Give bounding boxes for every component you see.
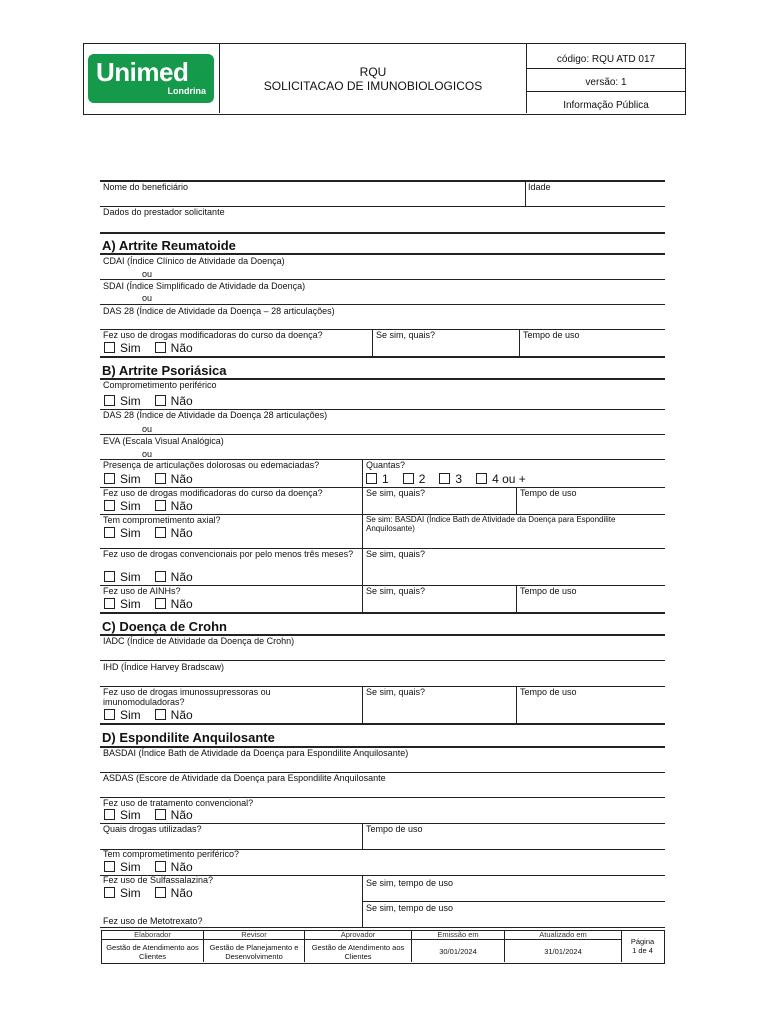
conventional-which-label: Se sim, quais? — [366, 549, 426, 559]
no-checkbox[interactable]: Não — [155, 860, 193, 874]
section-d-title: D) Espondilite Anquilosante — [102, 730, 275, 745]
or-label: ou — [142, 424, 153, 434]
divider — [100, 927, 665, 928]
footer-page-number: Página 1 de 4 — [630, 937, 655, 955]
nsaids-question: Fez uso de AINHs? — [103, 586, 181, 596]
peripheral-question: Tem comprometimento periférico? — [103, 849, 240, 859]
sulfa-time-label: Se sim, tempo de uso — [366, 878, 454, 888]
conventional-yes-no — [104, 809, 207, 821]
divider — [362, 901, 665, 902]
das28-label: DAS 28 (Índice de Atividade da Doença 28 articulações) — [103, 410, 328, 420]
divider — [372, 330, 373, 356]
logo-wordmark: Unimed — [96, 57, 189, 87]
or-label: ou — [142, 269, 153, 279]
divider — [362, 687, 363, 723]
eva-label: EVA (Escala Visual Analógica) — [103, 436, 224, 446]
peripheral-label: Comprometimento periférico — [103, 380, 217, 390]
beneficiary-label: Nome do beneficiário — [103, 182, 189, 192]
yes-checkbox[interactable]: Sim — [104, 597, 141, 611]
basdai-label: BASDAI (Índice Bath de Atividade da Doença para Espondilite Anquilosante) — [103, 748, 409, 758]
document-code: código: RQU ATD 017 — [527, 44, 685, 69]
divider — [100, 304, 665, 305]
footer-col-reviewer: Revisor Gestão de Planejamento e Desenvolvimento — [204, 931, 305, 962]
count-2-checkbox[interactable]: 2 — [403, 472, 426, 486]
footer-col-issued: Emissão em 30/01/2024 — [412, 931, 505, 962]
count-3-checkbox[interactable]: 3 — [439, 472, 462, 486]
footer-col-approver: Aprovador Gestão de Atendimento aos Clientes — [305, 931, 412, 962]
cdai-label: CDAI (Índice Clínico de Atividade da Doença) — [103, 256, 285, 266]
divider — [100, 356, 665, 358]
dmards-question: Fez uso de drogas modificadoras do curso da doença? — [103, 488, 323, 498]
divider — [100, 660, 665, 661]
no-checkbox[interactable]: Não — [155, 394, 193, 408]
ihd-label: IHD (Índice Harvey Bradscaw) — [103, 662, 225, 672]
section-a-title: A) Artrite Reumatoide — [102, 238, 236, 253]
no-checkbox[interactable]: Não — [155, 597, 193, 611]
divider — [516, 488, 517, 514]
divider — [362, 876, 363, 928]
peripheral-yes-no — [104, 861, 207, 873]
document-classification: Informação Pública — [563, 100, 649, 111]
no-checkbox[interactable]: Não — [155, 341, 193, 355]
count-1-checkbox[interactable]: 1 — [366, 472, 389, 486]
divider — [525, 181, 526, 206]
sulfa-question: Fez uso de Sulfassalazina? — [103, 875, 214, 885]
no-checkbox[interactable]: Não — [155, 526, 193, 540]
yes-checkbox[interactable]: Sim — [104, 526, 141, 540]
yes-checkbox[interactable]: Sim — [104, 860, 141, 874]
divider — [100, 723, 665, 725]
yes-checkbox[interactable]: Sim — [104, 808, 141, 822]
dmards-yes-no — [104, 500, 207, 512]
document-code-title: RQU — [359, 65, 387, 79]
dmards-which-label: Se sim, quais? — [376, 330, 436, 340]
divider — [100, 232, 665, 234]
yes-checkbox[interactable]: Sim — [104, 499, 141, 513]
dmards-duration-label: Tempo de uso — [523, 330, 580, 340]
divider — [100, 612, 665, 614]
divider — [362, 460, 363, 612]
count-4-plus-checkbox[interactable]: 4 ou + — [476, 472, 526, 486]
immuno-question: Fez uso de drogas imunossupressoras ou imunomoduladoras? — [103, 687, 271, 707]
no-checkbox[interactable]: Não — [155, 499, 193, 513]
yes-checkbox[interactable]: Sim — [104, 341, 141, 355]
divider — [516, 687, 517, 723]
logo-subtitle: Londrina — [167, 86, 206, 96]
or-label: ou — [142, 449, 153, 459]
no-checkbox[interactable]: Não — [155, 808, 193, 822]
yes-checkbox[interactable]: Sim — [104, 570, 141, 584]
section-c-title: C) Doença de Crohn — [102, 619, 227, 634]
asdas-label: ASDAS (Escore de Atividade da Doença para Espondilite Anquilosante — [103, 773, 386, 783]
no-checkbox[interactable]: Não — [155, 472, 193, 486]
how-many-label: Quantas? — [366, 460, 406, 470]
yes-checkbox[interactable]: Sim — [104, 708, 141, 722]
divider — [100, 434, 665, 435]
footer-col-author: Elaborador Gestão de Atendimento aos Clientes — [102, 931, 204, 962]
yes-checkbox[interactable]: Sim — [104, 886, 141, 900]
logo-cell — [84, 44, 220, 113]
unimed-logo — [88, 54, 214, 103]
immuno-duration-label: Tempo de uso — [520, 687, 577, 697]
immuno-which-label: Se sim, quais? — [366, 687, 426, 697]
divider — [100, 253, 665, 255]
footer-col-updated: Atualizado em 31/01/2024 — [505, 931, 622, 962]
conventional-drugs-question: Fez uso de drogas convencionais por pelo menos três meses? — [103, 549, 354, 559]
sulfa-yes-no — [104, 887, 207, 899]
conventional-treatment-question: Fez uso de tratamento convencional? — [103, 798, 254, 808]
iadc-label: IADC (Índice de Atividade da Doença de Crohn) — [103, 636, 295, 646]
nsaids-yes-no — [104, 598, 207, 610]
mtx-question: Fez uso de Metotrexato? — [103, 916, 203, 926]
dmards-which-label: Se sim, quais? — [366, 488, 426, 498]
divider — [362, 824, 363, 849]
mtx-time-label: Se sim, tempo de uso — [366, 903, 454, 913]
nsaids-duration-label: Tempo de uso — [520, 586, 577, 596]
painful-yes-no — [104, 473, 207, 485]
divider — [100, 279, 665, 280]
basdai-if-yes-label: Se sim: BASDAI (Índice Bath de Atividade da Doença para Espondilite Anquilosante) — [366, 515, 616, 533]
immuno-yes-no — [104, 709, 207, 721]
document-header — [83, 43, 686, 115]
das28-label: DAS 28 (Índice de Atividade da Doença – 28 articulações) — [103, 306, 335, 316]
provider-label: Dados do prestador solicitante — [103, 207, 225, 217]
conventional-yes-no — [104, 571, 207, 583]
peripheral-yes-no — [104, 395, 207, 407]
drugs-used-label: Quais drogas utilizadas? — [103, 824, 202, 834]
dmards-yes-no — [104, 342, 207, 354]
joint-count-options — [366, 473, 540, 485]
title-cell — [220, 44, 527, 113]
drugs-duration-label: Tempo de uso — [366, 824, 423, 834]
divider — [516, 586, 517, 612]
no-checkbox[interactable]: Não — [155, 886, 193, 900]
dmards-question: Fez uso de drogas modificadoras do curso da doença? — [103, 330, 323, 340]
sdai-label: SDAI (Índice Simplificado de Atividade da Doença) — [103, 281, 306, 291]
axial-yes-no — [104, 527, 207, 539]
axial-question: Tem comprometimento axial? — [103, 515, 221, 525]
document-version: versão: 1 — [527, 68, 685, 92]
no-checkbox[interactable]: Não — [155, 570, 193, 584]
no-checkbox[interactable]: Não — [155, 708, 193, 722]
age-label: Idade — [528, 182, 551, 192]
divider — [519, 330, 520, 356]
section-b-title: B) Artrite Psoriásica — [102, 363, 227, 378]
dmards-duration-label: Tempo de uso — [520, 488, 577, 498]
painful-joints-question: Presença de articulações dolorosas ou edemaciadas? — [103, 460, 320, 470]
approval-footer — [101, 930, 665, 964]
nsaids-which-label: Se sim, quais? — [366, 586, 426, 596]
document-title: SOLICITACAO DE IMUNOBIOLOGICOS — [263, 79, 483, 93]
yes-checkbox[interactable]: Sim — [104, 394, 141, 408]
yes-checkbox[interactable]: Sim — [104, 472, 141, 486]
or-label: ou — [142, 293, 153, 303]
